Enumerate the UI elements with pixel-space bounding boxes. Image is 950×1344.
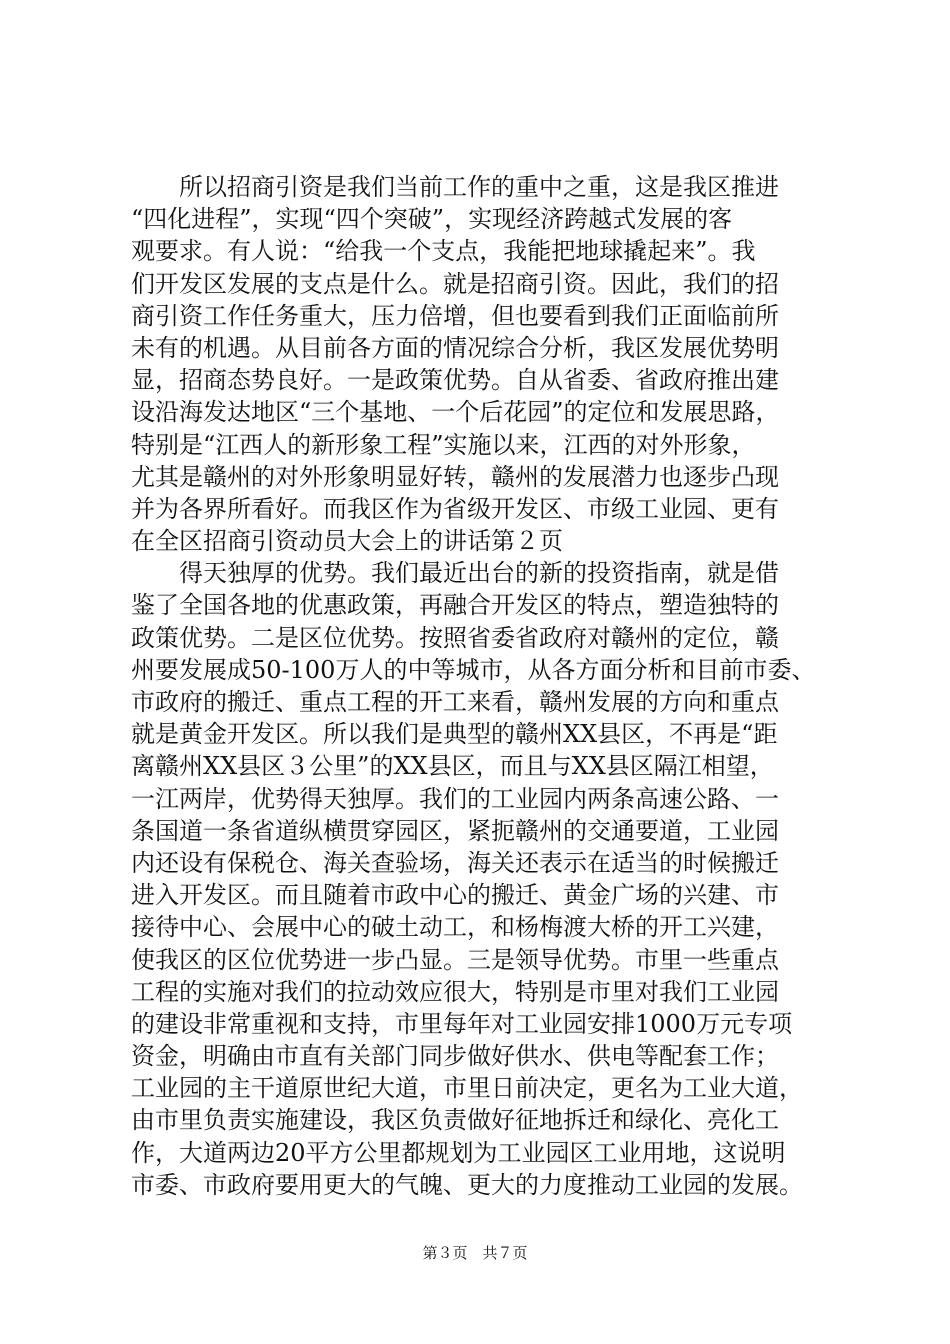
text-line: 市政府的搬迁、重点工程的开工来看，赣州发展的方向和重点 xyxy=(131,688,779,716)
text-line: 得天独厚的优势。我们最近出台的新的投资指南，就是借 xyxy=(131,559,779,588)
text-line: 所以招商引资是我们当前工作的重中之重，这是我区推进 xyxy=(131,173,779,201)
text-line: 离赣州XX县区３公里”的XX县区，而且与XX县区隔江相望， xyxy=(131,752,774,781)
text-line: 在全区招商引资动员大会上的讲话第２页 xyxy=(131,527,563,556)
text-line: 商引资工作任务重大，压力倍增，但也要看到我们正面临前所 xyxy=(131,301,779,330)
text-line: “四化进程”，实现“四个突破”，实现经济跨越式发展的客 xyxy=(131,205,733,234)
text-line: 就是黄金开发区。所以我们是典型的赣州XX县区，不再是“距 xyxy=(131,720,778,749)
text-line: 特别是“江西人的新形象工程”实施以来，江西的对外形象， xyxy=(131,430,756,459)
text-line: 工业园的主干道原世纪大道，市里日前决定，更名为工业大道， xyxy=(131,1074,803,1103)
text-line: 使我区的区位优势进一步凸显。三是领导优势。市里一些重点 xyxy=(131,945,779,974)
text-line: 州要发展成50-100万人的中等城市，从各方面分析和目前市委、 xyxy=(131,655,816,684)
text-line: 的建设非常重视和支持，市里每年对工业园安排1000万元专项 xyxy=(131,1009,793,1038)
text-line: 们开发区发展的支点是什么。就是招商引资。因此，我们的招 xyxy=(131,269,779,298)
text-line: 一江两岸，优势得天独厚。我们的工业园内两条高速公路、一 xyxy=(131,784,779,813)
text-line: 鉴了全国各地的优惠政策，再融合开发区的特点，塑造独特的 xyxy=(131,591,779,620)
text-line: 进入开发区。而且随着市政中心的搬迁、黄金广场的兴建、市 xyxy=(131,881,779,910)
text-line: 工程的实施对我们的拉动效应很大，特别是市里对我们工业园 xyxy=(131,977,779,1006)
text-line: 市委、市政府要用更大的气魄、更大的力度推动工业园的发展。 xyxy=(131,1170,803,1199)
body-text xyxy=(131,171,831,1201)
text-line: 观要求。有人说：“给我一个支点，我能把地球撬起来”。我 xyxy=(131,237,756,266)
text-line: 设沿海发达地区“三个基地、一个后花园”的定位和发展思路， xyxy=(131,398,780,427)
text-line: 作，大道两边20平方公里都规划为工业园区工业用地，这说明 xyxy=(131,1138,786,1167)
text-line: 显，招商态势良好。一是政策优势。自从省委、省政府推出建 xyxy=(131,366,779,395)
text-line: 尤其是赣州的对外形象明显好转，赣州的发展潜力也逐步凸现 xyxy=(131,462,779,491)
text-line: 内还设有保税仓、海关查验场，海关还表示在适当的时候搬迁 xyxy=(131,848,779,877)
text-line: 未有的机遇。从目前各方面的情况综合分析，我区发展优势明 xyxy=(131,333,779,362)
text-line: 条国道一条省道纵横贯穿园区，紧扼赣州的交通要道，工业园 xyxy=(131,816,779,845)
text-line: 资金，明确由市直有关部门同步做好供水、供电等配套工作； xyxy=(131,1042,779,1071)
page-footer: 第３页 共７页 xyxy=(422,1244,528,1262)
text-line: 政策优势。二是区位优势。按照省委省政府对赣州的定位，赣 xyxy=(131,623,779,652)
text-line: 由市里负责实施建设，我区负责做好征地拆迁和绿化、亮化工 xyxy=(131,1106,779,1135)
text-line: 并为各界所看好。而我区作为省级开发区、市级工业园、更有 xyxy=(131,494,779,523)
text-line: 接待中心、会展中心的破土动工，和杨梅渡大桥的开工兴建， xyxy=(131,913,779,942)
